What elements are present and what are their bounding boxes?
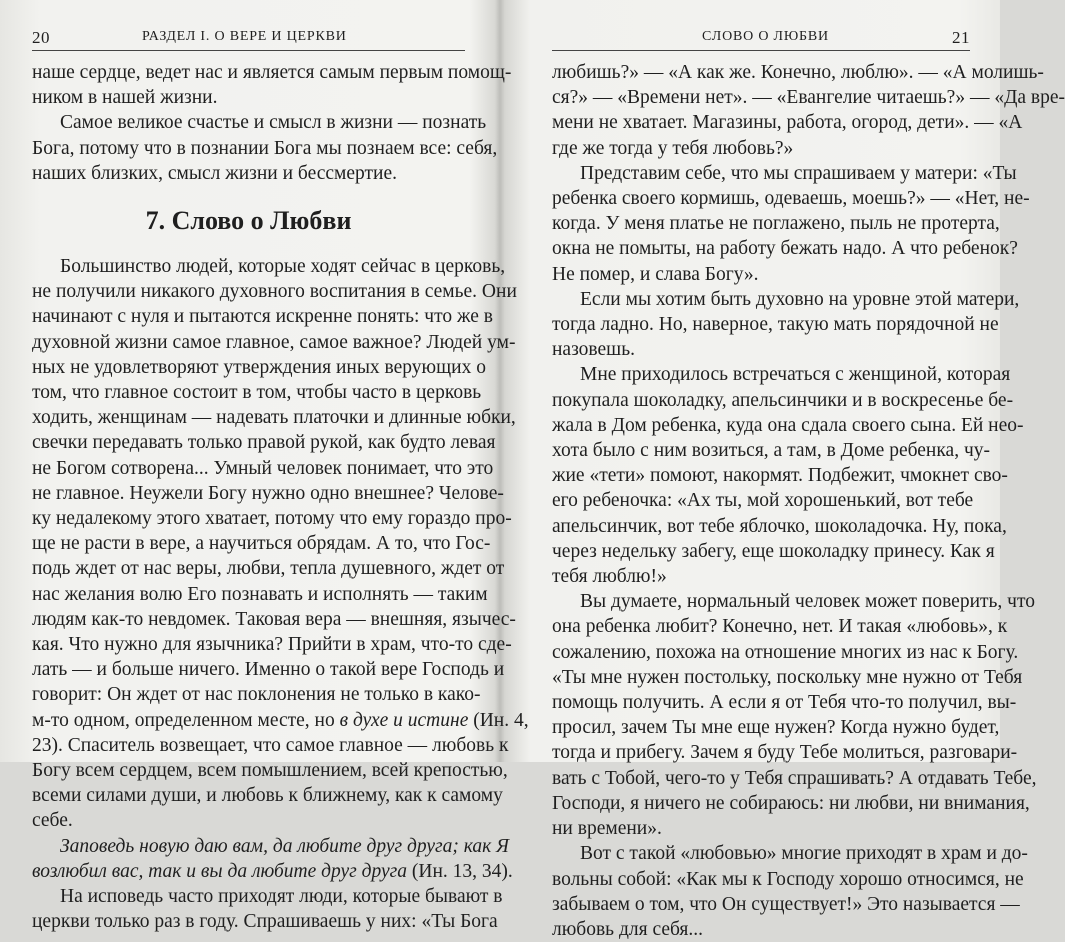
text-line: тебя люблю!»	[552, 566, 667, 588]
text-line: покупала шоколадку, апельсинчики и в воскресенье бе-	[552, 389, 1014, 411]
text-line: его ребеночка: «Ах ты, мой хорошенький, вот тебе	[552, 490, 974, 512]
right-page-header	[552, 28, 970, 51]
text-line: Мне приходилось встречаться с женщиной, которая	[580, 364, 1011, 386]
text-line: она ребенка любит? Конечно, нет. И такая «любовь», к	[552, 616, 1008, 638]
right-page-body	[552, 60, 1065, 942]
text-segment: (Ин. 4,	[473, 709, 529, 731]
text-line: наших близких, смысл жизни и бессмертие.	[32, 162, 397, 184]
text-line: Вот с такой «любовью» многие приходят в храм и до-	[580, 843, 1028, 865]
text-line: назовешь.	[552, 339, 635, 361]
text-line: «Ты мне нужен постольку, поскольку мне нужно от Тебя	[552, 666, 1023, 688]
text-line: не получили никакого духовного воспитания в семье. Они	[32, 281, 517, 303]
text-line: не главное. Неужели Богу нужно одно внешнее? Челове-	[32, 482, 504, 504]
text-line: где же тогда у тебя любовь?»	[552, 137, 794, 159]
running-head: РАЗДЕЛ I. О ВЕРЕ И ЦЕРКВИ	[142, 29, 347, 44]
text-line: кая. Что нужно для язычника? Прийти в храм, что-то сде-	[32, 634, 512, 656]
left-page	[0, 0, 529, 933]
text-line: начинают с нуля и пытаются искренне понять: что же в	[32, 306, 493, 328]
left-page-body	[32, 60, 529, 935]
text-line: себе.	[32, 810, 73, 832]
text-line: том, что главное состоит в том, чтобы часто в церковь	[32, 382, 482, 404]
text-line: подь ждет от нас веры, любви, тепла душевного, ждет от	[32, 558, 505, 580]
text-line: лать — и больше ничего. Именно о такой вере Господь и	[32, 659, 505, 681]
text-line: когда. У меня платье не поглажено, пыль не протерта,	[552, 213, 1000, 235]
text-line: просил, зачем Ты мне еще нужен? Когда нужно будет,	[552, 717, 1000, 739]
text-line: мени не хватает. Магазины, работа, огород, дети». — «А	[552, 112, 1023, 134]
text-line: людям как-то невдомек. Таковая вера — внешняя, язычес-	[32, 608, 516, 630]
text-line: Господи, я ничего не собираюсь: ни любви, ни внимания,	[552, 792, 1030, 814]
text-line: вольны собой: «Как мы к Господу хорошо относимся, не	[552, 868, 1024, 890]
text-line: не Богом сотворена... Умный человек понимает, что это	[32, 457, 494, 479]
text-line: ребенка своего кормишь, одеваешь, моешь?» — «Нет, не-	[552, 188, 1030, 210]
text-line: Большинство людей, которые ходят сейчас в церковь,	[60, 256, 506, 278]
page-number: 21	[952, 28, 970, 47]
text-line: окна не помыты, на работу бежать надо. А что ребенок?	[552, 238, 1018, 260]
text-line: ходить, женщинам — надевать платочки и длинные юбки,	[32, 407, 516, 429]
text-line	[32, 834, 509, 859]
text-line: ни времени».	[552, 818, 662, 840]
italic-quote: возлюбил вас, так и вы да любите друг друга	[32, 860, 407, 882]
text-line: тогда и прибегу. Зачем я буду Тебе молиться, разговари-	[552, 742, 1018, 764]
text-line: любишь?» — «А как же. Конечно, люблю». — «А молишь-	[552, 62, 1044, 83]
text-line: 23). Спаситель возвещает, что самое главное — любовь к	[32, 734, 509, 756]
text-line: вать с Тобой, чего-то у Тебя спрашивать? А отдавать Тебе,	[552, 767, 1037, 789]
text-line: забываем о том, что Он существует!» Это называется —	[552, 893, 1020, 915]
text-line: ще не расти в вере, а научиться обрядам. А то, что Гос-	[32, 533, 491, 555]
text-line: тогда ладно. Но, наверное, такую мать порядочной не	[552, 314, 999, 336]
text-line: Вы думаете, нормальный человек может поверить, что	[580, 591, 1036, 613]
text-line: сожалению, похожа на отношение многих из нас к Богу.	[552, 641, 1019, 663]
text-segment: м-то одном, определенном месте, но	[32, 709, 335, 731]
italic-quote: Заповедь новую даю вам, да любите друг друга; как Я	[60, 835, 509, 857]
text-line: жала в Дом ребенка, куда она сдала своего сына. Ей нео-	[552, 414, 1024, 436]
text-line: Не помер, и слава Богу».	[552, 263, 759, 285]
text-line: духовной жизни самое главное, самое важное? Людей ум-	[32, 331, 516, 353]
text-line: нас желания волю Его познавать и исполнять — таким	[32, 583, 488, 605]
text-line: Самое великое счастье и смысл в жизни — познать	[60, 112, 487, 134]
page-number: 20	[32, 28, 50, 47]
text-line: На исповедь часто приходят люди, которые бывают в	[60, 886, 503, 908]
text-line: церкви только раз в году. Спрашиваешь у них: «Ты Бога	[32, 911, 498, 933]
chapter-heading: 7. Слово о Любви	[145, 206, 352, 236]
text-line: Если мы хотим быть духовно на уровне этой матери,	[580, 288, 1020, 310]
italic-phrase: в духе и истине	[339, 709, 469, 731]
running-head: СЛОВО О ЛЮБВИ	[702, 29, 829, 44]
text-line: помощь получить. А если я от Тебя что-то получил, вы-	[552, 692, 1017, 714]
citation: (Ин. 13, 34).	[411, 860, 513, 882]
text-line: всеми силами души, и любовь к ближнему, как к самому	[32, 785, 503, 807]
text-line: свечки передавать только правой рукой, как будто левая	[32, 432, 496, 454]
text-line: Бога, потому что в познании Бога мы познаем все: себя,	[32, 137, 498, 159]
text-line: Представим себе, что мы спрашиваем у матери: «Ты	[580, 162, 1017, 184]
right-page	[500, 0, 1065, 940]
text-line: Богу всем сердцем, всем помышлением, всей крепостью,	[32, 760, 508, 782]
text-line: хота было с ним возиться, а там, в Доме ребенка, чу-	[552, 440, 990, 462]
left-page-header	[32, 28, 465, 51]
text-line	[32, 708, 529, 733]
text-line: ся?» — «Времени нет». — «Евангелие читаешь?» — «Да вре-	[552, 87, 1065, 109]
text-line: говорит: Он ждет от нас поклонения не только в како-	[32, 684, 481, 706]
text-line: апельсинчик, вот тебе яблочко, шоколадочка. Ну, пока,	[552, 515, 1007, 537]
text-line: через недельку забегу, еще шоколадку принесу. Как я	[552, 540, 995, 562]
text-line: ку недалекому этого хватает, потому что ему гораздо про-	[32, 508, 512, 530]
text-line	[32, 859, 513, 884]
text-line: любовь для себя...	[552, 918, 704, 940]
text-line: ником в нашей жизни.	[32, 87, 218, 109]
text-line: наше сердце, ведет нас и является самым первым помощ-	[32, 62, 512, 83]
text-line: ных не удовлетворяют утверждения иных верующих о	[32, 356, 486, 378]
text-line: жие «тети» помоют, накормят. Подбежит, чмокнет сво-	[552, 465, 1008, 487]
